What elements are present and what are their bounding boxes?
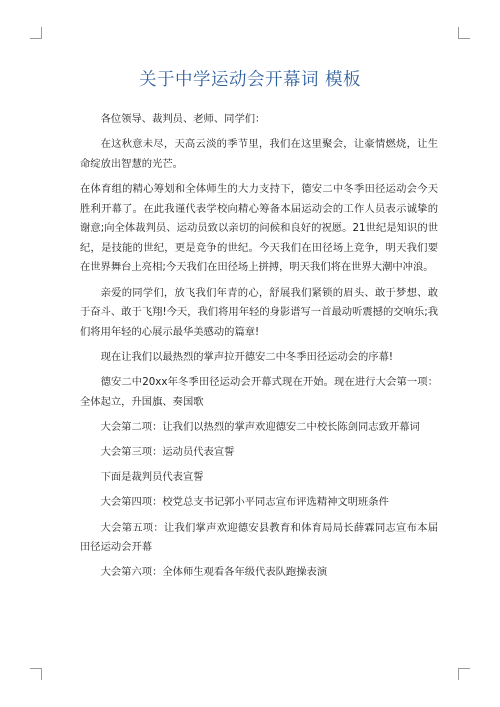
paragraph: 亲爱的同学们，放飞我们年青的心，舒展我们紧锁的眉头、敢于梦想、敢于奋斗、敢于飞翔!今天，我们将用年轻的身影谱写一首最动听震撼的交响乐;我们将用年轻的心展示最华美感动的篇章! bbox=[80, 286, 438, 338]
paragraph: 德安二中20xx年冬季田径运动会开幕式现在开始。现在进行大会第一项：全体起立，升国旗、奏国歌 bbox=[80, 376, 438, 408]
paragraph: 各位领导、裁判员、老师、同学们： bbox=[100, 113, 266, 125]
paragraph: 下面是裁判员代表宣誓 bbox=[100, 471, 204, 484]
paragraph: 在体育组的精心筹划和全体师生的大力支持下，德安二中冬季田径运动会今天胜利开幕了。在此我谨代表学校向精心筹备本届运动会的工作人员表示诚挚的谢意;向全体裁判员、运动员致以亲切的问候和良好的祝愿。21世纪是知识的世纪，是技能的世纪，更是竞争的世纪。今天我们在田径场上竞争，明天我们要在世界舞台上亮相;今天我们在田径场上拼搏，明天我们将在世界大潮中冲浪。 bbox=[80, 182, 438, 274]
paragraph: 大会第六项：全体师生观看各年级代表队跑操表演 bbox=[100, 566, 328, 579]
paragraph: 大会第二项：让我们以热烈的掌声欢迎德安二中校长陈剑同志致开幕词 bbox=[100, 420, 420, 433]
paragraph: 大会第五项：让我们掌声欢迎德安县教育和体育局局长薛霖同志宣布本届田径运动会开幕 bbox=[80, 521, 438, 554]
paragraph: 现在让我们以最热烈的掌声拉开德安二中冬季田径运动会的序幕! bbox=[100, 350, 394, 363]
paragraph: 在这秋意未尽，天高云淡的季节里，我们在这里聚会，让豪情燃烧，让生命绽放出智慧的光芒。 bbox=[80, 138, 438, 170]
paragraph: 大会第四项：校党总支书记郭小平同志宣布评选精神文明班条件 bbox=[100, 496, 389, 509]
document-title: 关于中学运动会开幕词 模板 bbox=[138, 70, 362, 90]
paragraph: 大会第三项：运动员代表宣誓 bbox=[100, 446, 235, 459]
document-body bbox=[80, 110, 438, 589]
